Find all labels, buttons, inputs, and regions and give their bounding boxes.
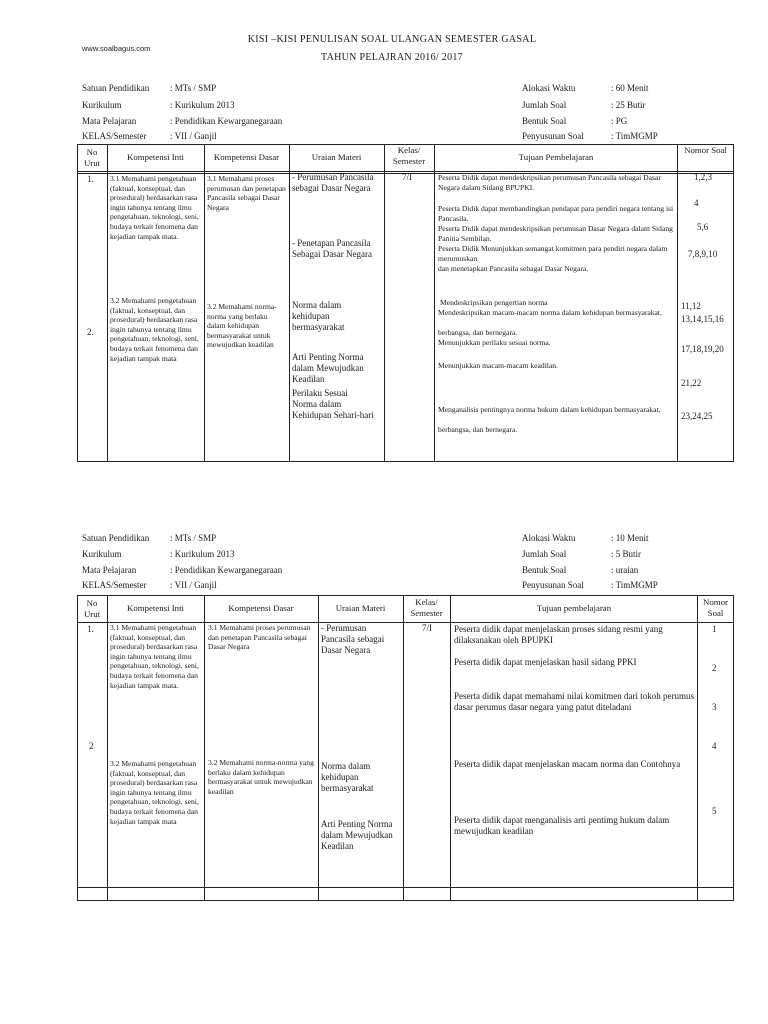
nomor-soal: 4 — [712, 741, 717, 751]
page-subtitle: TAHUN PELAJRAN 2016/ 2017 — [321, 52, 463, 63]
tp-text: Peserta didik dapat menjelaskan proses sidang resmi yang dilaksanakan oleh BPUPKI — [454, 624, 663, 646]
meta-value: : PG — [611, 116, 628, 126]
tp-text: Peserta Didik Menunjukkan semangat komitmen para pendiri negara dalam merumuskan — [438, 244, 668, 263]
row-number: 1. — [87, 174, 94, 184]
nomor-soal: 3 — [712, 702, 717, 712]
tp-text: Peserta Didik dapat mendeskripsikan perumusan Pancasila sebagai Dasar Negara dalam Sidang BPUPKI. — [438, 173, 661, 192]
meta-label: KELAS/Semester — [82, 580, 147, 590]
um-text: Arti Penting Norma dalam Mewujudkan Keadilan — [321, 819, 393, 852]
kd-text: 3.1 Memahami proses perumusan dan penetapan Pancasila sebagai Dasar Negara — [208, 623, 311, 652]
table-divider — [450, 595, 451, 901]
meta-label: Alokasi Waktu — [522, 83, 576, 93]
nomor-soal: 11,12 — [681, 301, 701, 311]
meta-value: : uraian — [611, 565, 639, 575]
meta-value: : 25 Butir — [611, 100, 646, 110]
um-text: - Penetapan Pancasila Sebagai Dasar Negara — [292, 238, 372, 260]
row-number: 1. — [87, 624, 94, 634]
meta-value: : 60 Menit — [611, 83, 649, 93]
kelas-semester: 7/I — [422, 623, 432, 633]
tp-text: Peserta Didik dapat membandingkan pendapat para pendiri negara tentang isi Pancasila. — [438, 204, 674, 223]
row-number: 2. — [87, 327, 94, 337]
meta-label: Mata Pelajaran — [82, 116, 137, 126]
table-divider — [697, 595, 698, 901]
ki-text: 3.1 Memahami pengetahuan (faktual, konseptual, dan prosedural) berdasarkan rasa ingin tahunya tentang ilmu pengetahuan, teknologi, seni, budaya terkait fenomena dan kejadian tampak mata. — [110, 623, 199, 690]
ki-text: 3.1 Memahami pengetahuan (faktual, konseptual, dan prosedural) berdasarkan rasa ingin tahunya tentang ilmu pengetahuan, teknologi, seni, budaya terkait fenomena dan kejadian tampak mata. — [110, 174, 199, 241]
um-text: - Perumusan Pancasila sebagai Dasar Negara — [321, 623, 385, 656]
ki-text: 3.2 Memahami pengetahuan (faktual, konseptual, dan prosedural) berdasarkan rasa ingin tahunya tentang ilmu pengetahuan, teknologi, seni, budaya terkait fenomena dan kejadian tampak mata — [110, 296, 199, 363]
nomor-soal: 17,18,19,20 — [681, 344, 724, 354]
header-no: No Urut — [83, 598, 101, 619]
meta-label: Bentuk Soal — [522, 116, 567, 126]
tp-text: dan menetapkan Pancasila sebagai Dasar Negara. — [438, 264, 589, 273]
meta-label: KELAS/Semester — [82, 131, 147, 141]
meta-value: : TimMGMP — [611, 131, 658, 141]
meta-value: : Kurikulum 2013 — [170, 549, 235, 559]
meta-value: : Kurikulum 2013 — [170, 100, 235, 110]
meta-label: Penyusunan Soal — [522, 131, 584, 141]
um-text: Arti Penting Norma dalam Mewujudkan Keadilan — [292, 352, 364, 385]
meta-label: Bentuk Soal — [522, 565, 567, 575]
meta-value: : Pendidikan Kewarganegaraan — [170, 116, 283, 126]
nomor-soal: 21,22 — [681, 378, 702, 388]
um-text: Norma dalam kehidupan bermasyarakat — [321, 761, 374, 794]
nomor-soal: 5,6 — [697, 222, 709, 232]
um-text: Perilaku Sesuai Norma dalam Kehidupan Sehari-hari — [292, 388, 374, 421]
meta-value: : VII / Ganjil — [170, 580, 217, 590]
tp-text: Menunjukkan perilaku sesuai norma. — [438, 338, 551, 347]
tp-text: berbangsa, dan bernegara. — [438, 328, 518, 337]
table-divider — [318, 595, 319, 901]
meta-label: Jumlah Soal — [522, 100, 567, 110]
nomor-soal: 7,8,9,10 — [688, 249, 718, 259]
header-kd: Kompetensi Dasar — [213, 152, 280, 162]
header-ns: Nomor Soal — [703, 597, 728, 618]
tp-text: Peserta Didik dapat mendeskripsikan perumusan Dasar Negara dalam Sidang Panitia Sembilan. — [438, 224, 673, 243]
header-tp: Tujuan pembelajaran — [536, 603, 612, 613]
table-divider — [204, 595, 205, 901]
meta-label: Jumlah Soal — [522, 549, 567, 559]
meta-label: Penyusunan Soal — [522, 580, 584, 590]
meta-label: Kurikulum — [82, 100, 122, 110]
site-url: www.soalbagus.com — [82, 44, 151, 53]
meta-value: : 5 Butir — [611, 549, 642, 559]
row-number: 2 — [89, 741, 94, 751]
table-divider — [107, 144, 108, 462]
table-divider — [434, 144, 435, 462]
meta-label: Alokasi Waktu — [522, 533, 576, 543]
um-text: - Perumusan Pancasila sebagai Dasar Negara — [292, 172, 374, 194]
nomor-soal: 1 — [712, 624, 717, 634]
header-um: Uraian Materi — [335, 603, 386, 613]
nomor-soal: 4 — [694, 198, 699, 208]
meta-value: : VII / Ganjil — [170, 131, 217, 141]
meta-value: : TimMGMP — [611, 580, 658, 590]
meta-label: Satuan Pendidikan — [82, 533, 150, 543]
header-ki: Kompetensi Inti — [127, 152, 184, 162]
table-divider — [107, 595, 108, 901]
nomor-soal: 13,14,15,16 — [681, 314, 724, 324]
tp-text: Peserta didik dapat memahami nilai komitmen dari tokoh perumus dasar perumus dasar negara yang patut diteladani — [454, 691, 694, 713]
header-ks: Kelas/ Semester — [410, 597, 443, 618]
meta-value: : MTs / SMP — [170, 83, 217, 93]
kd-text: 3.1 Memahami proses perumusan dan penetapan Pancasila sebagai Dasar Negara — [207, 174, 286, 212]
meta-value: : Pendidikan Kewarganegaraan — [170, 565, 283, 575]
tp-text: Peserta didik dapat menjelaskan hasil sidang PPKI — [454, 657, 637, 667]
header-ns: Nomor Soal — [684, 145, 727, 155]
nomor-soal: 2 — [712, 663, 717, 673]
page-title: KISI –KISI PENULISAN SOAL ULANGAN SEMESTER GASAL — [247, 34, 537, 45]
meta-label: Satuan Pendidikan — [82, 83, 150, 93]
header-ks: Kelas/ Semester — [392, 145, 426, 166]
tp-text: Menunjukkan macam-macam keadilan. — [438, 361, 558, 370]
nomor-soal: 1,2,3 — [694, 172, 712, 182]
header-no: No Urut — [83, 147, 101, 168]
tp-text: Peserta didik dapat menjelaskan macam norma dan Contohnya — [454, 759, 681, 769]
header-tp: Tujuan Pembelajaran — [518, 152, 594, 162]
header-ki: Kompetensi Inti — [127, 603, 184, 613]
nomor-soal: 23,24,25 — [681, 411, 713, 421]
table-divider — [384, 144, 385, 462]
tp-text: Peserta didik dapat menganalisis arti pentimg hukum dalam mewujudkan keadilan — [454, 815, 670, 837]
meta-label: Mata Pelajaran — [82, 565, 137, 575]
kd-text: 3.2 Memahami norma-norma yang berlaku dalam kehidupan bermasyarakat untuk mewujudkan keadilan — [208, 758, 314, 796]
meta-label: Kurikulum — [82, 549, 122, 559]
tp-text: Mendeskripsikan pengertian norma — [440, 298, 548, 307]
kelas-semester: 7/I — [402, 172, 412, 182]
table-divider — [289, 144, 290, 462]
kd-text: 3.2 Memahami norma-norma yang berlaku dalam kehidupan bermasyarakat untuk mewujudkan keadilan — [207, 302, 277, 350]
header-kd: Kompetensi Dasar — [228, 603, 294, 613]
header-um: Uraian Materi — [311, 152, 362, 162]
tp-text: Mendeskripsikan macam-macam norma dalam kehidupan bermasyarakat, — [438, 308, 662, 317]
meta-value: : 10 Menit — [611, 533, 649, 543]
tp-text: Menganalisis pentingnya norma hukum dalam kehidupan bermasyarakat, — [438, 405, 661, 414]
nomor-soal: 5 — [712, 806, 717, 816]
table-divider — [403, 595, 404, 901]
table-divider — [204, 144, 205, 462]
tp-text: berbangsa, dan bernegara. — [438, 425, 518, 434]
table-divider — [77, 887, 734, 888]
meta-value: : MTs / SMP — [170, 533, 217, 543]
um-text: Norma dalam kehidupan bermasyarakat — [292, 300, 345, 333]
table-divider — [677, 144, 678, 462]
ki-text: 3.2 Memahami pengetahuan (faktual, konseptual, dan prosedural) berdasarkan rasa ingin tahunya tentang ilmu pengetahuan, teknologi, seni, budaya terkait fenomena dan kejadian tampak mata — [110, 759, 199, 826]
